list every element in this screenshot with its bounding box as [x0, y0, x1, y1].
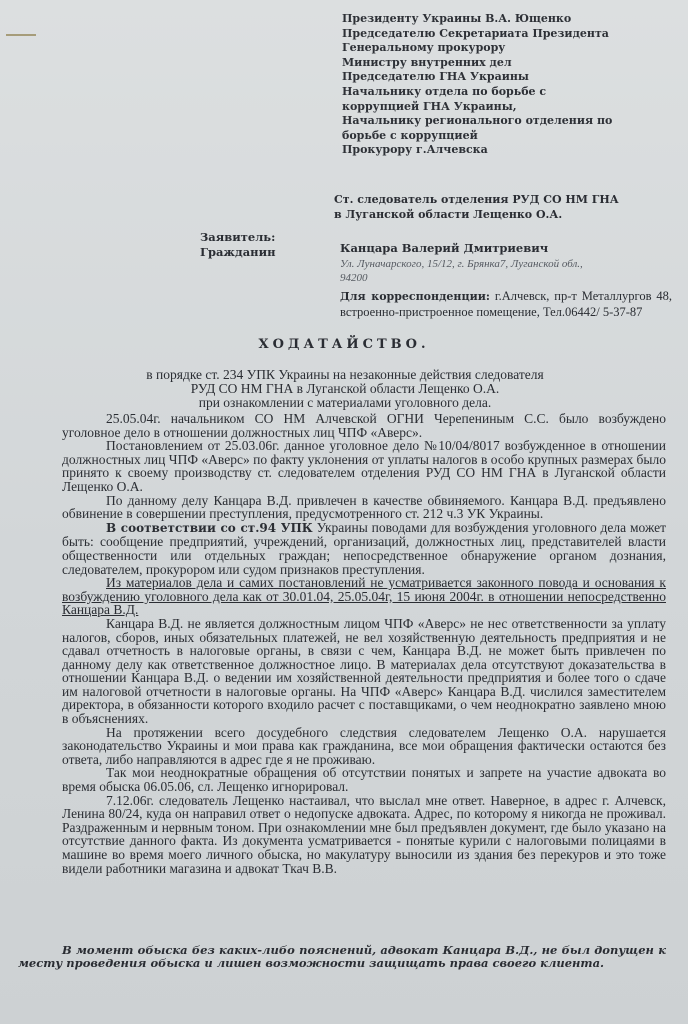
- body-paragraph: На протяжении всего досудебного следствия следователем Лещенко О.А. нарушается законодательство Украины и мои права как гражданина, все мои обращения фактически остаются без ответа, либо направляются в адрес где я не проживаю.: [62, 724, 666, 767]
- body-paragraph: Постановлением от 25.03.06г. данное уголовное дело №10/04/8017 возбужденное в отношении должностных лиц ЧПФ «Аверс» по факту уклонения от уплаты налогов в особо крупных размерах было принято к своему производству ст. следователем отделения РУД СО НМ ГНА в Луганской области Лещенко О.А.: [62, 438, 666, 494]
- applicant-address-line: 94200: [340, 272, 368, 284]
- applicant-address: [340, 257, 670, 285]
- body-paragraph: [62, 521, 666, 576]
- addressee-line: Председателю Секретариата Президента: [342, 26, 609, 40]
- law-reference: В соответствии со ст.94 УПК: [106, 520, 313, 535]
- pen-mark: [6, 34, 36, 36]
- applicant-label-line: Гражданин: [200, 245, 276, 259]
- body-paragraph: 25.05.04г. начальником СО НМ Алчевской ОГНИ Черепениным С.С. было возбуждено уголовное дело в отношении должностных лиц ЧПФ «Аверс».: [62, 411, 666, 440]
- investigator-block: [334, 193, 674, 222]
- addressee-line: борьбе с коррупцией: [342, 128, 478, 142]
- body-paragraph: По данному делу Канцара В.Д. привлечен в качестве обвиняемого. Канцара В.Д. предъявлено обвинение в совершении преступления, предусмотренного ст. 212 ч.3 УК Украины.: [62, 492, 666, 522]
- addressee-line: Начальнику регионального отделения по: [342, 114, 613, 128]
- addressee-line: Начальнику отдела по борьбе с: [342, 84, 547, 98]
- correspondence-label: Для корреспонденции:: [340, 290, 490, 303]
- correspondence-text: г.Алчевск, пр-т Металлургов 48, встроенно-пристроенное помещение, Тел.06442/ 5-37-87: [340, 289, 673, 319]
- investigator-line: в Луганской области Лещенко О.А.: [334, 207, 563, 221]
- applicant-label-line: Заявитель:: [200, 230, 276, 244]
- correspondence-address: [340, 289, 672, 319]
- final-statement: В момент обыска без каких-либо пояснений, адвокат Канцара В.Д., не был допущен к месту проведения обыска и лишен возможности защищать права своего клиента.: [18, 943, 666, 970]
- addressee-line: коррупцией ГНА Украины,: [342, 99, 517, 113]
- addressee-line: Министру внутренних дел: [342, 55, 512, 69]
- applicant-address-line: Ул. Луначарского, 15/12, г. Брянка7, Луганской обл.,: [340, 258, 583, 270]
- law-text: Украины поводами для возбуждения уголовного дела может быть: сообщение предприятий, учреждений, организаций, должностных лиц, представителей власти общественности или отдельных граждан; непосредственное обнаружение органом дознания, следователем, прокурором или судом признаков преступления.: [62, 519, 667, 577]
- document-body: [62, 412, 666, 875]
- applicant-label: [200, 230, 276, 260]
- document-subtitle: [40, 368, 650, 410]
- document-title: ХОДАТАЙСТВО.: [258, 337, 430, 352]
- subtitle-line: в порядке ст. 234 УПК Украины на незаконные действия следователя: [146, 367, 544, 382]
- body-paragraph: Так мои неоднократные обращения об отсутствии понятых и запрете на участие адвоката во время обыска 06.05.06, сл. Лещенко игнорировал.: [62, 765, 666, 795]
- body-paragraph-underlined: Из материалов дела и самих постановлений не усматривается законного повода и основания к возбуждению уголовного дела как от 30.01.04, 25.05.04г, 15 июня 2004г. в отношении непосредственно Канцара В.Д.: [62, 575, 666, 618]
- addressee-block: [342, 12, 672, 158]
- applicant-name: Канцара Валерий Дмитриевич: [340, 241, 549, 255]
- subtitle-line: РУД СО НМ ГНА в Луганской области Лещенко О.А.: [190, 381, 500, 396]
- body-paragraph: 7.12.06г. следователь Лещенко настаивал, что выслал мне ответ. Наверное, в адрес г. Алчевск, Ленина 80/24, куда он направил ответ о недопуске адвоката. Адрес, по которому я никогда не проживал. Раздраженным и нервным тоном. При ознакомлении мне был предъявлен документ, где было указано на отсутствие данного факта. Из документа усматривается - понятые курили с налоговыми полицаями в машине во время моего личного обыска, но макулатуру выносили из здания без перекуров и это тоже видели работники магазина и адвокат Ткач В.В.: [62, 792, 666, 876]
- addressee-line: Генеральному прокурору: [342, 41, 506, 55]
- subtitle-line: при ознакомлении с материалами уголовного дела.: [198, 395, 492, 410]
- investigator-line: Ст. следователь отделения РУД СО НМ ГНА: [334, 193, 619, 206]
- addressee-line: Председателю ГНА Украины: [342, 70, 529, 84]
- addressee-line: Прокурору г.Алчевска: [342, 143, 488, 157]
- addressee-line: Президенту Украины В.А. Ющенко: [342, 12, 572, 25]
- body-paragraph: Канцара В.Д. не является должностным лицом ЧПФ «Аверс» не нес ответственности за уплату налогов, сборов, иных обязательных платежей, не вел хозяйственную деятельность предприятия и не сдавал отчетность в налоговые органы, в связи с чем, Канцара В.Д. не может быть привлечен по данному делу как ответственное должностное лицо. В материалах дела отсутствуют доказательства в отношении Канцара В.Д. о ведении им хозяйственной деятельности предприятия и более того о сдаче им налоговой отчетности в налоговые органы. На ЧПФ «Аверс» Канцара В.Д. числился заместителем директора, в обязанности которого входило расчет с поставщиками, о чем неоднократно заявлено мною в объяснениях.: [62, 615, 666, 727]
